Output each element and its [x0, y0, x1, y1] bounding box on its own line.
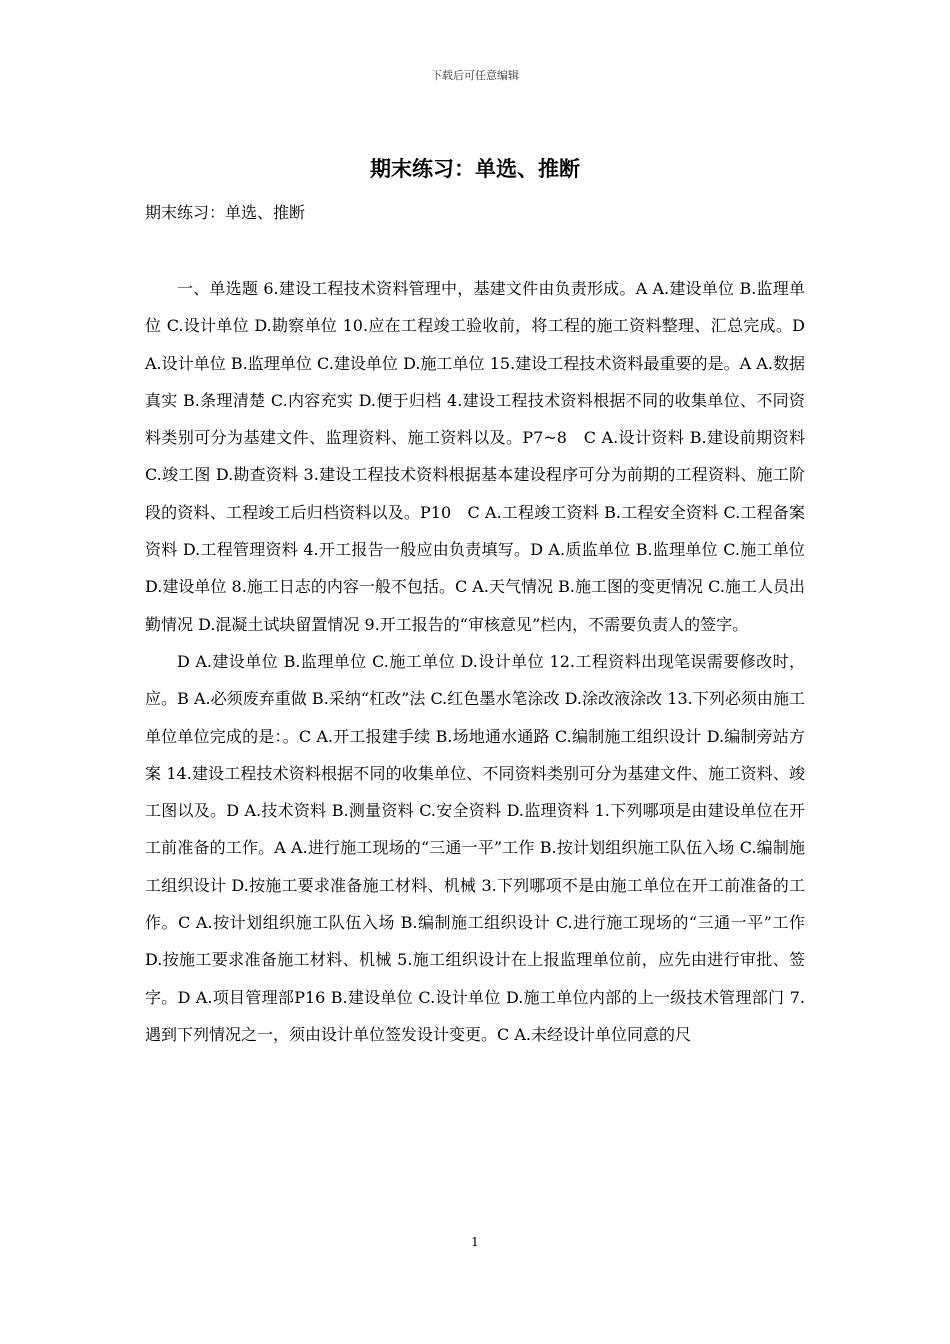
- document-body: [145, 270, 805, 1053]
- document-title: 期末练习：单选、推断: [370, 157, 580, 181]
- body-paragraph: 一、单选题 6.建设工程技术资料管理中，基建文件由负责形成。A A.建设单位 B.监理单位 C.设计单位 D.勘察单位 10.应在工程竣工验收前，将工程的施工资料整理、汇总完成。D A.设计单位 B.监理单位 C.建设单位 D.施工单位 15.建设工程技术资料最重要的是。A A.数据真实 B.条理清楚 C.内容充实 D.便于归档 4.建设工程技术资料根据不同的收集单位、不同资料类别可分为基建文件、监理资料、施工资料以及。P7~8 C A.设计资料 B.建设前期资料 C.竣工图 D.勘查资料 3.建设工程技术资料根据基本建设程序可分为前期的工程资料、施工阶段的资料、工程竣工后归档资料以及。P10 C A.工程竣工资料 B.工程安全资料 C.工程备案资料 D.工程管理资料 4.开工报告一般应由负责填写。D A.质监单位 B.监理单位 C.施工单位 D.建设单位 8.施工日志的内容一般不包括。C A.天气情况 B.施工图的变更情况 C.施工人员出勤情况 D.混凝土试块留置情况 9.开工报告的“审核意见”栏内，不需要负责人的签字。: [145, 279, 805, 634]
- document-subtitle: 期末练习：单选、推断: [145, 203, 306, 222]
- header-note: 下载后可任意编辑: [431, 69, 519, 82]
- body-paragraph: D A.建设单位 B.监理单位 C.施工单位 D.设计单位 12.工程资料出现笔误需要修改时，应。B A.必须废弃重做 B.采纳“杠改”法 C.红色墨水笔涂改 D.涂改液涂改 13.下列必须由施工单位单位完成的是：。C A.开工报建手续 B.场地通水通路 C.编制施工组织设计 D.编制旁站方案 14.建设工程技术资料根据不同的收集单位、不同资料类别可分为基建文件、施工资料、竣工图以及。D A.技术资料 B.测量资料 C.安全资料 D.监理资料 1.下列哪项是由建设单位在开工前准备的工作。A A.进行施工现场的“三通一平”工作 B.按计划组织施工队伍入场 C.编制施工组织设计 D.按施工要求准备施工材料、机械 3.下列哪项不是由施工单位在开工前准备的工作。C A.按计划组织施工队伍入场 B.编制施工组织设计 C.进行施工现场的“三通一平”工作 D.按施工要求准备施工材料、机械 5.施工组织设计在上报监理单位前，应先由进行审批、签字。D A.项目管理部P16 B.建设单位 C.设计单位 D.施工单位内部的上一级技术管理部门 7.遇到下列情况之一，须由设计单位签发设计变更。C A.未经设计单位同意的尺: [145, 651, 805, 1044]
- page-number: 1: [471, 1235, 479, 1249]
